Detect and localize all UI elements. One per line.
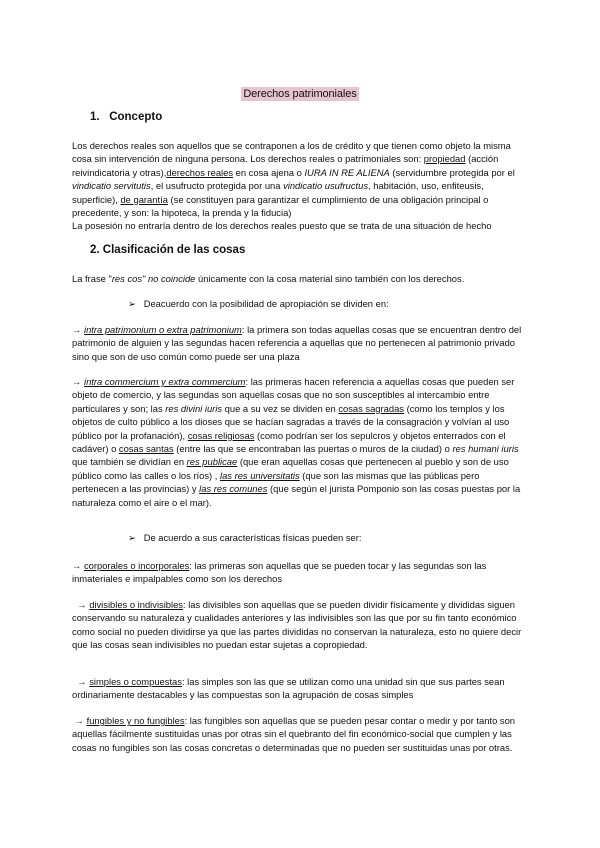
- section-title: Concepto: [109, 111, 163, 123]
- item-intra-commercium: [72, 375, 524, 509]
- concepto-paragraph: [72, 139, 524, 233]
- text-run: (como podrían ser los sepulcros y objetos enterrados con el cadáver) o: [72, 429, 506, 455]
- term-intra-commercium: intra commercium y extra commercium: [83, 376, 246, 387]
- bullet-arrow-icon: ➢: [128, 298, 136, 309]
- term-cosas-sagradas: cosas sagradas: [338, 402, 404, 414]
- term-vindicatio-servitutis: vindicatio servitutis: [72, 180, 151, 192]
- term-divisibles: divisibles o indivisibles: [89, 599, 183, 610]
- term-intra-patrimonium: intra patrimonium o extra patrimonium: [83, 324, 242, 335]
- document-title: Derechos patrimoniales: [243, 88, 357, 100]
- text-run: , el usufructo protegida por una: [150, 180, 284, 192]
- item-corporales: [72, 559, 524, 586]
- bullet-apropiacion: [128, 298, 389, 310]
- term-res-universitatis: las res universitatis: [219, 469, 300, 481]
- term-res-publicae: res publicae: [186, 456, 238, 468]
- term-cosas-religiosas: cosas religiosas: [187, 429, 255, 441]
- text-run: , habitación, uso, enfiteusis, superficie),: [72, 180, 484, 205]
- frase-paragraph: [72, 272, 524, 285]
- term-fungibles: fungibles y no fungibles: [86, 715, 185, 726]
- term-res-divini-iuris: res divini iuris: [165, 402, 223, 414]
- text-run: : las divisibles son aquellas que se pueden dividir físicamente y divididas siguen conservando su naturaleza y cualidades anteriores y las indivisibles son las que por su fin tanto económico como social no pueden dividirse ya que las partes divididas no conservan la naturaleza, esto no quiere decir que las cosas sean indivisibles no puedan estar sujetas a copropiedad.: [72, 599, 522, 651]
- term-res-cos: res cos" no coincide: [111, 273, 196, 284]
- text-run: La frase ": [72, 273, 112, 284]
- text-run: La posesión no entraría dentro de los derechos reales puesto que se trata de una situación de hecho: [72, 220, 492, 232]
- text-run: en cosa ajena o: [233, 166, 305, 178]
- text-run: : la primera son todas aquellas cosas que se encuentran dentro del patrimonio de alguien y las segundas hacen referencia a aquellas que no pertenecen al patrimonio privado sino que son de uso común como puede ser una plaza: [72, 324, 522, 362]
- text-run: únicamente con la cosa material sino también con los derechos.: [195, 273, 465, 284]
- bullet-text: Deacuerdo con la posibilidad de apropiación se dividen en:: [143, 298, 389, 309]
- section-number: 2.: [90, 244, 100, 256]
- right-arrow-icon: →: [77, 676, 87, 687]
- text-run: (que según el jurista Pomponio son las cosas puestas por la naturaleza como el aire o el mar).: [72, 483, 521, 508]
- term-garantia: de garantía: [120, 193, 168, 205]
- bullet-text: De acuerdo a sus características físicas pueden ser:: [143, 532, 362, 543]
- term-iura-in-re-aliena: IURA IN RE ALIENA: [304, 166, 390, 178]
- bullet-arrow-icon: ➢: [128, 532, 136, 543]
- text-run: : las fungibles son aquellas que se pueden pesar contar o medir y por tanto son aquellas fácilmente sustituidas unas por otras sin el quebranto del fin económico-social que cumplen y las cosas no fungibles son las cosas concretas o determinadas que no pueden ser sustituidas unas por otras.: [72, 715, 515, 753]
- term-corporales: corporales o incorporales: [83, 560, 190, 571]
- item-simples: [72, 675, 524, 702]
- title-container: [0, 84, 600, 102]
- text-run: (servidumbre protegida por el: [389, 166, 515, 178]
- right-arrow-icon: →: [74, 715, 84, 726]
- term-res-comunes: las res comunes: [199, 483, 268, 495]
- item-fungibles: [72, 714, 524, 754]
- text-run: (como los templos y los objetos de culto público a los dioses que se hacían sagradas a través de la consagración y volvían al uso público por la profanación),: [72, 402, 510, 441]
- text-run: (se constituyen para garantizar el cumplimiento de una obligación principal o precedente, y son: la hipoteca, la prenda y la fiducia): [72, 193, 489, 219]
- text-run: Los derechos reales son aquellos que se contraponen a los de crédito y que tienen como objeto la misma cosa sin intervención de ninguna persona. Los derechos reales o patrimoniales son:: [72, 140, 511, 165]
- right-arrow-icon: →: [72, 560, 82, 571]
- section-heading-clasificacion: [90, 244, 245, 256]
- term-vindicatio-usufructus: vindicatio usufructus: [283, 180, 369, 192]
- term-res-humani-iuris: res humani iuris: [452, 443, 519, 455]
- item-divisibles: [72, 598, 524, 652]
- text-run: (acción reivindicatoria y otras),: [72, 153, 499, 178]
- right-arrow-icon: →: [72, 376, 82, 387]
- right-arrow-icon: →: [72, 324, 82, 335]
- term-propiedad: propiedad: [423, 153, 466, 165]
- item-intra-patrimonium: [72, 323, 524, 363]
- term-simples: simples o compuestas: [89, 676, 182, 687]
- text-run: : las primeras hacen referencia a aquellas cosas que pueden ser objeto de comercio, y las segundas son aquellas cosas que no son susceptibles al intercambio entre particulares y son; las: [72, 376, 515, 414]
- text-run: : las primeras son aquellas que se pueden tocar y las segundas son las inmateriales e impalpables como son los derechos: [72, 560, 487, 585]
- text-run: que también se dividían en: [72, 456, 187, 468]
- term-cosas-santas: cosas santas: [118, 443, 174, 455]
- bullet-caracteristicas: [128, 532, 362, 544]
- section-number: 1.: [90, 111, 100, 123]
- text-run: (que son las mismas que las públicas pero pertenecen a las provincias) y: [72, 469, 480, 495]
- text-run: (que eran aquellas cosas que pertenecen al pueblo y son de uso público como las calles o los ríos) ,: [72, 456, 509, 481]
- text-run: (entre las que se encontraban las puertas o muros de la ciudad) o: [173, 443, 453, 455]
- section-heading-concepto: [90, 111, 162, 123]
- section-title: Clasificación de las cosas: [102, 244, 246, 256]
- term-derechos-reales: derechos reales: [166, 166, 234, 178]
- text-run: que a su vez se dividen en: [222, 402, 339, 414]
- text-run: : las simples son las que se utilizan como una unidad sin que sus partes sean ordinariamente destacables y las compuestas son la agrupación de cosas simples: [72, 676, 505, 701]
- right-arrow-icon: →: [77, 599, 87, 610]
